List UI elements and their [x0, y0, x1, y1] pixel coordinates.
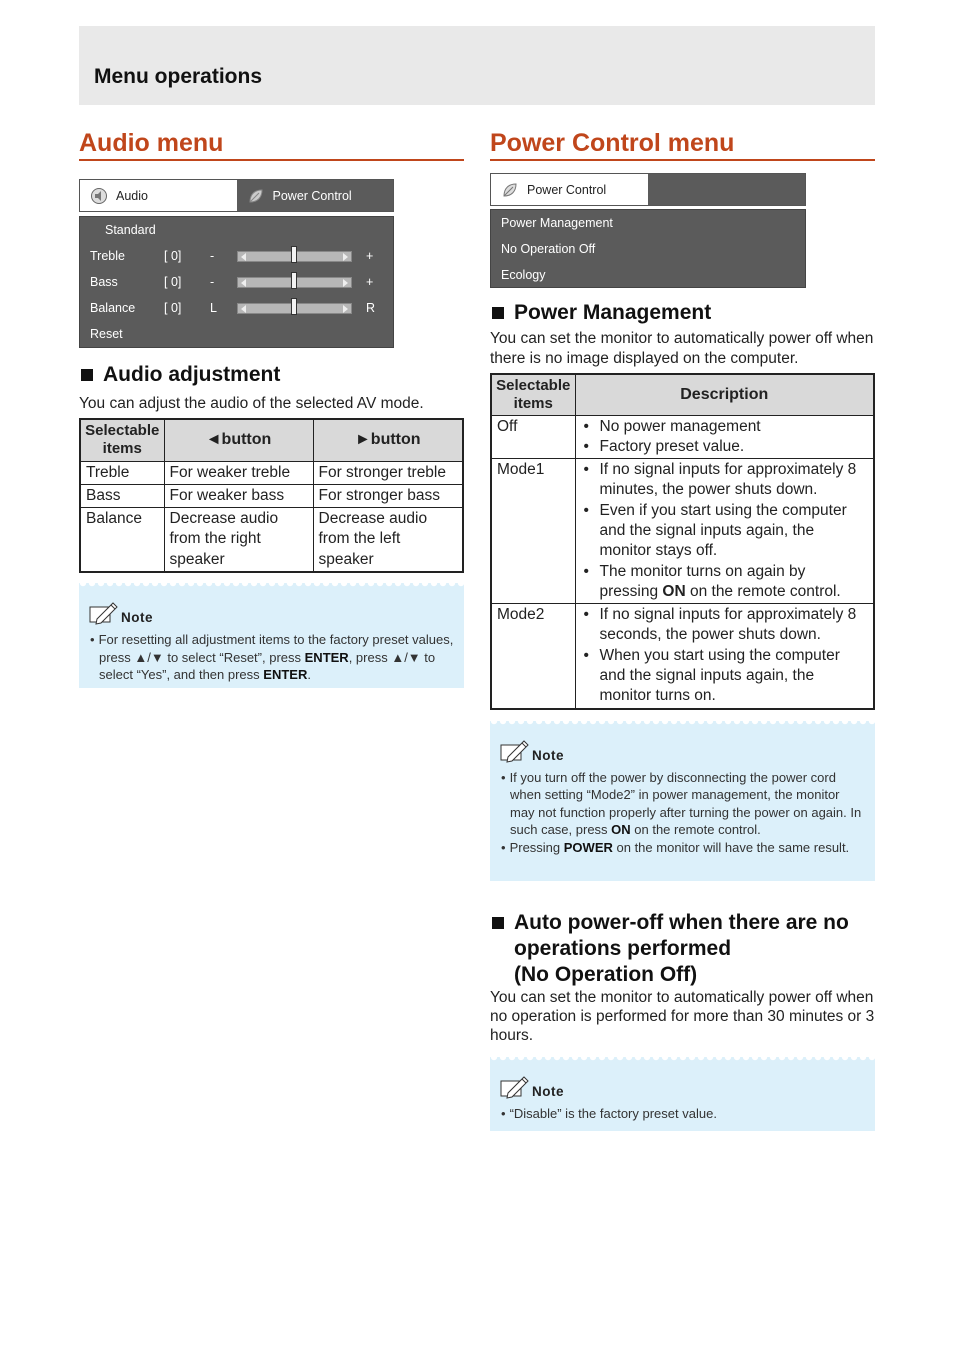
list-item: • If no signal inputs for approximately 8 minutes, the power shuts down.: [581, 460, 869, 501]
table-cell: Mode2: [491, 604, 575, 709]
power-management-text: You can set the monitor to automatically power off when there is no image displayed on the computer.: [490, 330, 874, 367]
note-label: Note: [121, 609, 153, 625]
table-header-cell: ►button: [313, 419, 463, 461]
osd-item-power-management: Power Management: [501, 216, 613, 230]
note-item: • “Disable” is the factory preset value.: [500, 1105, 865, 1123]
leaf-icon: [501, 181, 519, 199]
auto-power-off-heading: [490, 910, 875, 988]
table-header-cell: Selectable items: [491, 374, 575, 415]
table-row: [491, 459, 874, 604]
audio-menu-title: Audio menu: [79, 128, 464, 161]
osd-row-value: [ 0]: [164, 275, 182, 289]
osd-row-value: [ 0]: [164, 301, 182, 315]
note-heading: [500, 1075, 865, 1099]
power-note-box: [490, 721, 875, 881]
square-bullet-icon: [492, 307, 504, 319]
audio-menu-column: [79, 128, 464, 688]
osd-reset-row: [80, 321, 393, 347]
table-cell: Bass: [80, 484, 164, 507]
auto-note-box: [490, 1057, 875, 1131]
slider-knob: [291, 272, 297, 289]
note-heading: [89, 601, 454, 625]
audio-adjustment-heading-text: Audio adjustment: [103, 363, 281, 386]
list-item: • When you start using the computer and the signal inputs again, the monitor turns on.: [581, 646, 869, 707]
power-control-column: [490, 128, 875, 1131]
leaf-icon: [247, 187, 265, 205]
osd-item-ecology: Ecology: [501, 268, 546, 282]
tab-audio-label: Audio: [116, 188, 148, 203]
table-cell: For weaker bass: [164, 484, 313, 507]
speaker-icon: [90, 187, 108, 205]
osd-tab-bar: [490, 173, 806, 206]
tab-power-control: [237, 180, 394, 211]
header-band: [79, 26, 875, 105]
audio-osd-screen: [79, 179, 394, 348]
table-header-cell: ◄button: [164, 419, 313, 461]
note-item: • If you turn off the power by disconnecting the power cord when setting “Mode2” in power management, the monitor may not function properly after turning the power on again. In such case, press ON on the remote control.: [500, 769, 865, 839]
page-section-title: Menu operations: [94, 65, 263, 88]
tab-power-control-label: Power Control: [272, 188, 352, 203]
audio-adjustment-heading: [79, 362, 464, 388]
power-management-table: [490, 373, 875, 710]
osd-row-min: L: [210, 301, 217, 315]
osd-treble-row: [80, 243, 393, 269]
osd-reset-label: Reset: [90, 327, 123, 341]
pencil-note-icon: [89, 601, 119, 625]
slider-knob: [291, 246, 297, 263]
power-osd-screen: [490, 173, 806, 288]
note-item: • For resetting all adjustment items to the factory preset values, press ▲/▼ to select “Reset”, press ENTER, press ▲/▼ to select “Yes”, and then press ENTER.: [89, 631, 454, 684]
treble-slider: [237, 251, 352, 262]
osd-row-max: +: [366, 275, 374, 289]
osd-mode-label: Standard: [105, 223, 156, 237]
tab-audio: [80, 180, 237, 211]
square-bullet-icon: [492, 917, 504, 929]
table-cell: Decrease audio from the right speaker: [164, 508, 313, 572]
balance-slider: [237, 303, 352, 314]
osd-row-max: R: [366, 301, 376, 315]
table-row: [491, 415, 874, 459]
tab-power-control-label: Power Control: [527, 182, 607, 197]
osd-row-label: Bass: [90, 275, 118, 289]
note-item: • Pressing POWER on the monitor will have the same result.: [500, 839, 865, 857]
table-cell: Treble: [80, 461, 164, 484]
list-item: • No power management: [581, 417, 869, 437]
osd-row-label: Balance: [90, 301, 136, 315]
table-row: [491, 604, 874, 709]
table-header-row: [491, 374, 874, 415]
table-cell: Balance: [80, 508, 164, 572]
osd-row-value: [ 0]: [164, 249, 182, 263]
osd-row-min: -: [210, 275, 215, 289]
table-header-cell: Selectable items: [80, 419, 164, 461]
list-item: • Even if you start using the computer and the signal inputs again, the monitor stays off.: [581, 501, 869, 562]
osd-tab-bar: [79, 179, 394, 212]
table-row: [80, 508, 463, 572]
power-control-menu-title: Power Control menu: [490, 128, 875, 161]
osd-balance-row: [80, 295, 393, 321]
table-cell: [575, 415, 874, 459]
osd-row-max: +: [366, 249, 374, 263]
table-cell: Off: [491, 415, 575, 459]
table-cell: [575, 459, 874, 604]
list-item: • Factory preset value.: [581, 437, 869, 457]
table-row: [80, 461, 463, 484]
note-heading: [500, 739, 865, 763]
note-label: Note: [532, 747, 564, 763]
audio-osd-body: [79, 216, 394, 348]
power-management-heading-text: Power Management: [514, 301, 712, 324]
slider-knob: [291, 298, 297, 315]
table-cell: For weaker treble: [164, 461, 313, 484]
osd-row-label: Treble: [90, 249, 125, 263]
power-osd-body: [490, 209, 806, 288]
pencil-note-icon: [500, 1075, 530, 1099]
table-cell: Mode1: [491, 459, 575, 604]
tab-empty: [648, 174, 805, 205]
table-cell: For stronger bass: [313, 484, 463, 507]
audio-note-box: [79, 583, 464, 688]
table-cell: Decrease audio from the left speaker: [313, 508, 463, 572]
table-header-cell: Description: [575, 374, 874, 415]
table-cell: For stronger treble: [313, 461, 463, 484]
table-cell: [575, 604, 874, 709]
osd-row-min: -: [210, 249, 215, 263]
auto-power-off-text: You can set the monitor to automatically power off when no operation is performed for more than 30 minutes or 3 hours.: [490, 988, 875, 1044]
osd-bass-row: [80, 269, 393, 295]
power-management-heading: [490, 300, 875, 326]
table-header-row: [80, 419, 463, 461]
osd-item-no-operation-off: No Operation Off: [501, 242, 596, 256]
audio-adjustment-text: You can adjust the audio of the selected AV mode.: [79, 395, 424, 412]
note-label: Note: [532, 1083, 564, 1099]
square-bullet-icon: [81, 369, 93, 381]
pencil-note-icon: [500, 739, 530, 763]
table-row: [80, 484, 463, 507]
bass-slider: [237, 277, 352, 288]
audio-adjustment-table: [79, 418, 464, 573]
list-item: • If no signal inputs for approximately 8 seconds, the power shuts down.: [581, 605, 869, 646]
osd-mode-row: [80, 217, 393, 243]
auto-power-off-heading-text: Auto power-off when there are no operations performed (No Operation Off): [514, 910, 849, 986]
list-item: • The monitor turns on again by pressing ON on the remote control.: [581, 562, 869, 603]
tab-power-control: [491, 174, 648, 205]
